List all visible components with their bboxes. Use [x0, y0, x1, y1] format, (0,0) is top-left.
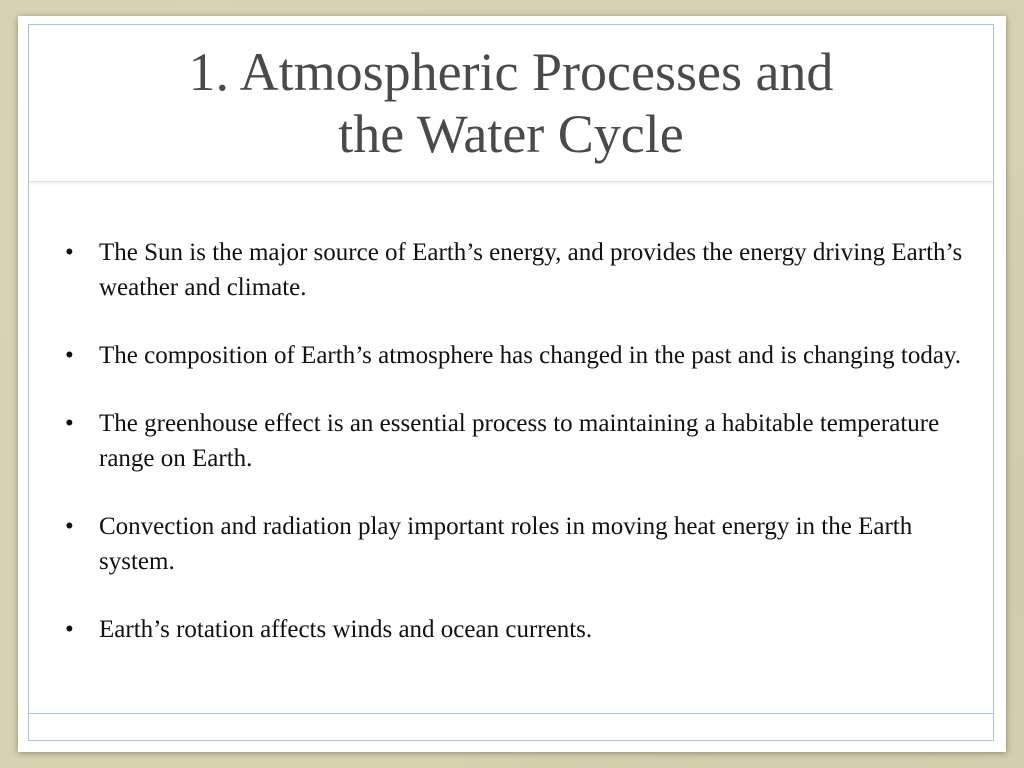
bullet-icon: • — [65, 410, 74, 437]
slide — [18, 16, 1006, 752]
bullet-item — [49, 406, 969, 476]
bullet-text: Convection and radiation play important roles in moving heat energy in the Earth system. — [99, 513, 913, 575]
bullet-icon: • — [65, 616, 74, 643]
bullet-item — [49, 338, 969, 373]
footer-divider — [29, 713, 993, 714]
slide-title — [81, 41, 941, 165]
bullet-text: The greenhouse effect is an essential process to maintaining a habitable temperature range on Earth. — [99, 410, 940, 472]
slide-title-line-2: the Water Cycle — [338, 104, 684, 164]
bullet-list — [49, 235, 969, 680]
bullet-icon: • — [65, 342, 74, 369]
bullet-text: Earth’s rotation affects winds and ocean currents. — [99, 616, 593, 643]
slide-title-line-1: 1. Atmospheric Processes and — [188, 42, 834, 102]
bullet-text: The composition of Earth’s atmosphere has changed in the past and is changing today. — [99, 342, 962, 369]
bullet-icon: • — [65, 513, 74, 540]
bullet-item — [49, 235, 969, 305]
bullet-item — [49, 509, 969, 579]
bullet-item — [49, 612, 969, 647]
title-box — [29, 25, 993, 182]
slide-frame — [28, 24, 994, 741]
bullet-icon: • — [65, 239, 74, 266]
bullet-text: The Sun is the major source of Earth’s energy, and provides the energy driving Earth’s weather and climate. — [99, 239, 963, 301]
